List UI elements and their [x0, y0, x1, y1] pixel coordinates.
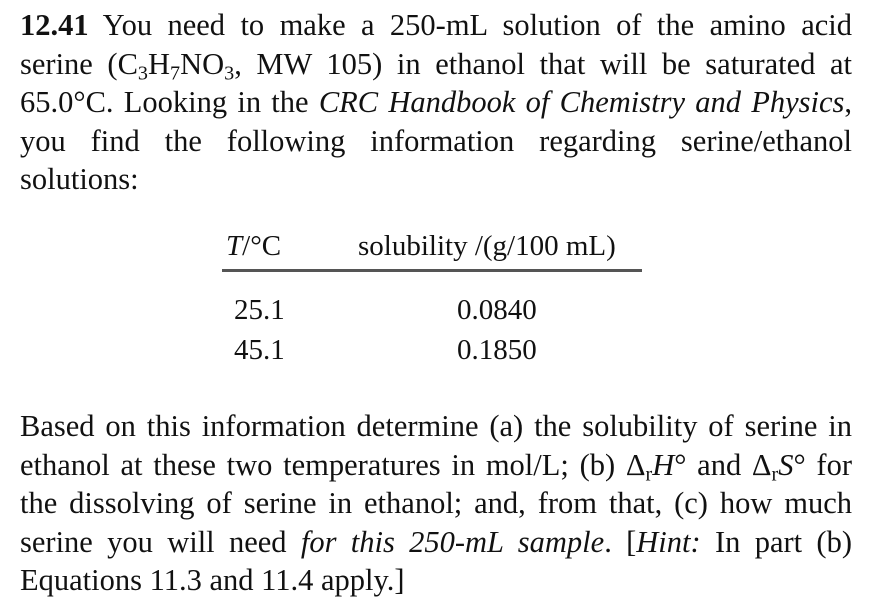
delta-subscript-r: r	[645, 463, 653, 486]
intro-text-3: NO	[180, 46, 225, 81]
table-cell-solubility: 0.0840	[457, 294, 537, 326]
formula-subscript-c: 3	[137, 62, 148, 85]
delta-subscript-r: r	[771, 463, 779, 486]
question-text-5: In part (b) Equations 11.3 and 11.4 apply.]	[20, 524, 852, 597]
intro-text-5: , you find the following information regarding serine/ethanol solutions:	[20, 85, 852, 196]
question-text-3: ° for the dissolving of serine in ethanol; and, from that, (c) how much serine you will need	[20, 447, 852, 559]
formula-subscript-h: 7	[170, 62, 181, 85]
intro-text-2: H	[147, 46, 171, 81]
problem-question	[20, 407, 852, 600]
table-cell-temperature: 45.1	[234, 334, 285, 366]
handbook-title: CRC Handbook of Chemistry and Physics	[318, 85, 845, 119]
hint-label: Hint:	[636, 524, 701, 559]
table-cell-solubility: 0.1850	[457, 334, 537, 366]
formula-subscript-o: 3	[224, 62, 235, 85]
temperature-unit: /°C	[242, 230, 282, 262]
question-text-2: ° and Δ	[674, 447, 772, 482]
sample-phrase: for this 250-mL sample	[300, 524, 605, 559]
question-text-1: Based on this information determine (a) the solubility of serine in ethanol at these two temperatures in mol/L; (b) Δ	[20, 409, 852, 482]
temperature-symbol: T	[226, 230, 243, 262]
solubility-column-header: solubility /(g/100 mL)	[358, 230, 616, 262]
intro-text-4: , MW 105) in ethanol that will be saturated at 65.0°C. Looking in the	[20, 46, 852, 119]
entropy-symbol: S	[778, 447, 794, 482]
problem-statement	[20, 6, 852, 199]
intro-text-1: You need to make a 250-mL solution of the amino acid serine (C	[20, 8, 852, 81]
problem-number: 12.41	[20, 8, 89, 42]
table-header	[222, 224, 646, 264]
table-cell-temperature: 25.1	[234, 294, 285, 326]
table-header-rule	[222, 269, 642, 272]
temperature-column-header	[226, 230, 281, 263]
enthalpy-symbol: H	[652, 447, 675, 482]
question-text-4: . [	[604, 524, 637, 559]
solubility-table	[222, 224, 646, 366]
